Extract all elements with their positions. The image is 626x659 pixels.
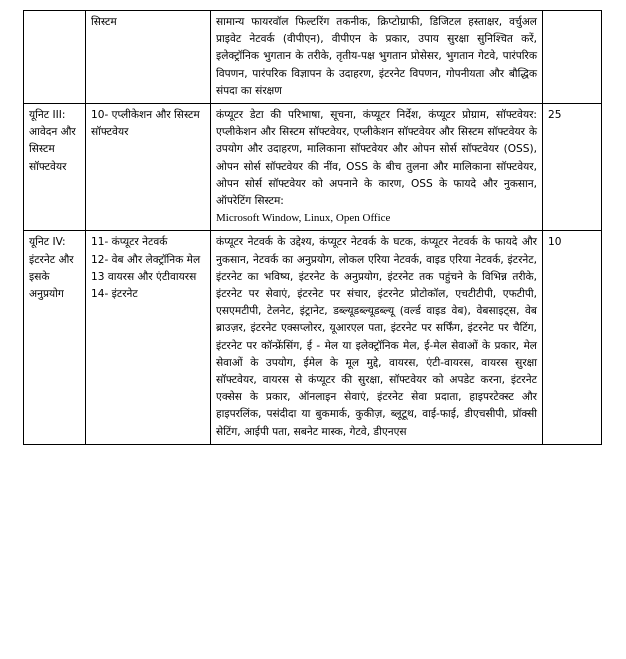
topics-cell: [86, 11, 211, 104]
unit-cell: [24, 11, 86, 104]
table-row: [24, 231, 602, 444]
marks-cell: 25: [543, 104, 602, 231]
description-cell: [211, 231, 543, 444]
description-latin-text: Microsoft Window, Linux, Open Office: [216, 212, 391, 225]
topic-item: सिस्टम: [91, 16, 117, 28]
topic-item: 12- वेब और लेक्ट्रॉनिक मेल: [91, 253, 201, 266]
topic-item: 13 वायरस और एंटीवायरस: [91, 270, 197, 283]
topic-item: 11- कंप्यूटर नेटवर्क: [91, 236, 168, 249]
description-cell: [211, 104, 543, 231]
topic-item: 10- एप्लीकेशन और सिस्टम सॉफ्टवेयर: [91, 109, 200, 139]
table-row: [24, 11, 602, 104]
marks-cell: 10: [543, 231, 602, 444]
description-text: कंप्यूटर डेटा की परिभाषा, सूचना, कंप्यूटर निर्देश, कंप्यूटर प्रोग्राम, सॉफ्टवेयर: एप्लीकेशन और सिस्टम सॉफ्टवेयर, एप्लीकेशन सॉफ्टवेयर और सिस्टम सॉफ्टवेयर के उपयोग और उदाहरण, मालिकाना सॉफ्टवेयर और ओपन सोर्स सॉफ्टवेयर (OSS), ओपन सोर्स सॉफ्टवेयर की नींव, OSS के बीच तुलना और मालिकाना सॉफ्टवेयर, ओपन सोर्स सॉफ्टवेयर को अपनाने के कारण, OSS के फायदे और नुकसान, ऑपरेटिंग सिस्टम:: [216, 109, 537, 208]
marks-cell: [543, 11, 602, 104]
description-cell: [211, 11, 543, 104]
syllabus-table: [23, 10, 602, 445]
unit-cell: यूनिट IV: इंटरनेट और इसके अनुप्रयोग: [24, 231, 86, 444]
unit-cell: यूनिट III: आवेदन और सिस्टम सॉफ्टवेयर: [24, 104, 86, 231]
topic-item: 14- इंटरनेट: [91, 288, 138, 301]
topics-cell: [86, 231, 211, 444]
table-row: [24, 104, 602, 231]
topics-cell: [86, 104, 211, 231]
description-text: सामान्य फायरवॉल फिल्टरिंग तकनीक, क्रिप्टोग्राफी, डिजिटल हस्ताक्षर, वर्चुअल प्राइवेट नेटवर्क (वीपीएन), वीपीएन के प्रकार, उपाय सुरक्षा सुनिश्चित करें, इलेक्ट्रॉनिक भुगतान के तरीके, तृतीय-पक्ष भुगतान प्रोसेसर, भुगतान गेटवे, पारंपरिक विपणन, पारंपरिक विज्ञापन के उदाहरण, इंटरनेट विपणन, गोपनीयता और बौद्धिक संपदा का संरक्षण: [216, 16, 537, 97]
description-text: कंप्यूटर नेटवर्क के उद्देश्य, कंप्यूटर नेटवर्क के घटक, कंप्यूटर नेटवर्क के फायदे और नुकसान, नेटवर्क का अनुप्रयोग, लोकल एरिया नेटवर्क, वाइड एरिया नेटवर्क, इंटरनेट, इंटरनेट का भविष्य, इंटरनेट के अनुप्रयोग, इंटरनेट तक पहुंचने के विभिन्न तरीके, इंटरनेट पर सेवाएं, इंटरनेट पर संचार, इंटरनेट प्रोटोकॉल, एचटीटीपी, एफटीपी, एसएमटीपी, टेलनेट, इंट्रानेट, डब्ल्यूडब्ल्यूडब्ल्यू (वर्ल्ड वाइड वेब), वेबसाइट्स, वेब ब्राउज़र, इंटरनेट एक्सप्लोरर, यूआरएल पता, इंटरनेट पर सर्फिंग, इंटरनेट पर चैटिंग, इंटरनेट पर कॉन्फ्रेंसिंग, ई - मेल या इलेक्ट्रॉनिक मेल, ई-मेल सेवाओं के प्रकार, मेल सेवाओं के उपयोग, ईमेल के मूल मुद्दे, वायरस, एंटी-वायरस, वायरस सुरक्षा सॉफ्टवेयर, वायरस से कंप्यूटर की सुरक्षा, सॉफ्टवेयर को अपडेट करना, इंटरनेट एक्सेस के प्रकार, ऑनलाइन सेवाएं, इंटरनेट सेवा प्रदाता, हाइपरटेक्स्ट और हाइपरलिंक, पसंदीदा या बुकमार्क, कुकीज़, ब्लूटूथ, वाई-फाई, डीएचसीपी, प्रॉक्सी सेटिंग, आईपी पता, सबनेट मास्क, गेटवे, डीएनएस: [216, 236, 537, 438]
